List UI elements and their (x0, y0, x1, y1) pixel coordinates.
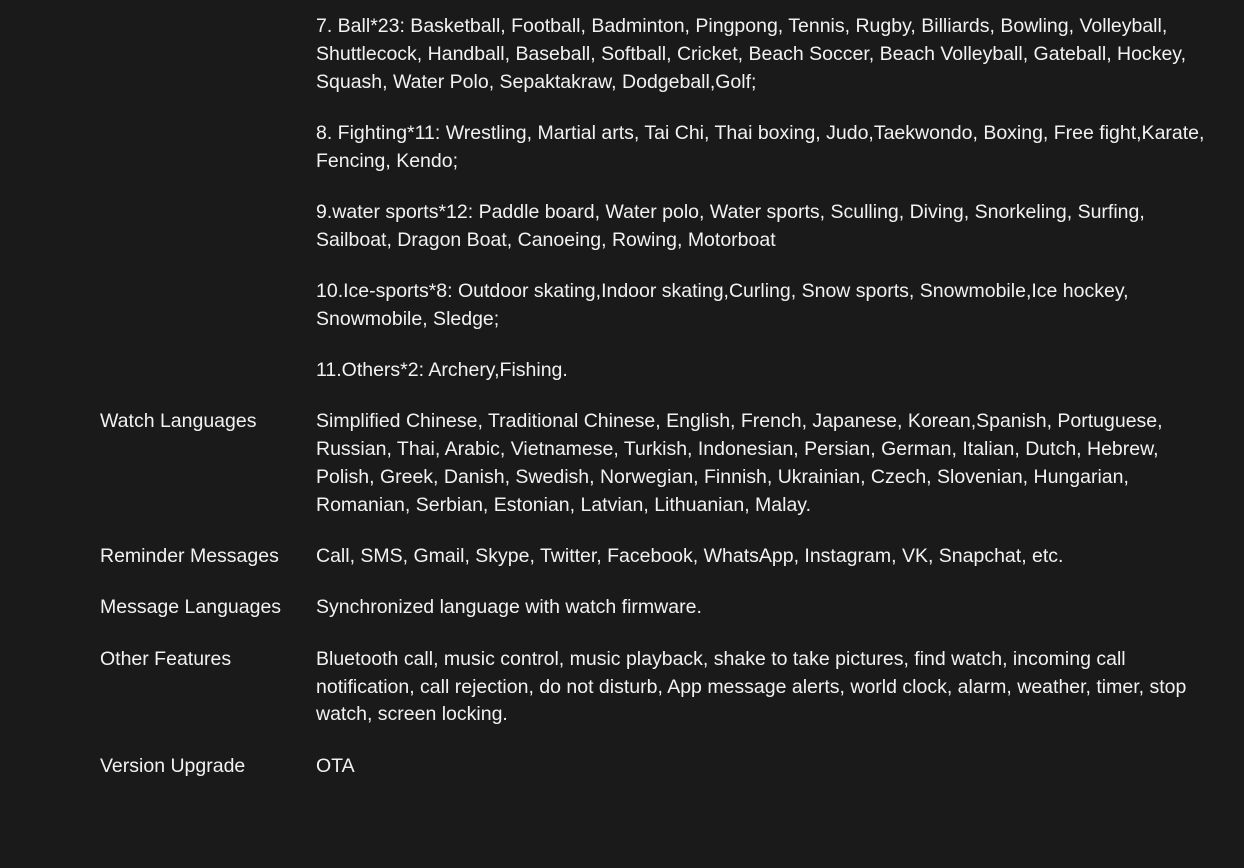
spec-value: Bluetooth call, music control, music playback, shake to take pictures, find watch, incoming call notification, call rejection, do not disturb, App message alerts, world clock, alarm, weather, timer, stop watch, screen locking. (316, 647, 1187, 726)
spec-value: Simplified Chinese, Traditional Chinese, English, French, Japanese, Korean,Spanish, Portuguese, Russian, Thai, Arabic, Vietnamese, Turkish, Indonesian, Persian, German, Italian, Dutch, Hebrew, Polish, Greek, Danish, Swedish, Norwegian, Finnish, Ukrainian, Czech, Slovenian, Hungarian, Romanian, Serbian, Estonian, Latvian, Lithuanian, Malay. (316, 410, 1163, 516)
sports-category-others: 11.Others*2: Archery,Fishing. (316, 359, 568, 382)
spec-row-other-features (0, 646, 1244, 729)
sports-category-water-sports: 9.water sports*12: Paddle board, Water polo, Water sports, Sculling, Diving, Snorkeling, Surfing, Sailboat, Dragon Boat, Canoeing, Rowing, Motorboat (316, 200, 1145, 251)
spec-value: Synchronized language with watch firmware. (316, 596, 702, 619)
sports-category-ball: 7. Ball*23: Basketball, Football, Badminton, Pingpong, Tennis, Rugby, Billiards, Bowling, Volleyball, Shuttlecock, Handball, Baseball, Softball, Cricket, Beach Soccer, Beach Volleyball, Gateball, Hockey, Squash, Water Polo, Sepaktakraw, Dodgeball,Golf; (316, 15, 1187, 93)
sports-category-ice-sports: 10.Ice-sports*8: Outdoor skating,Indoor skating,Curling, Snow sports, Snowmobile,Ice hockey, Snowmobile, Sledge; (316, 280, 1129, 330)
spec-row-version-upgrade (0, 753, 1244, 781)
spec-label: Other Features (100, 647, 232, 670)
spec-value: Call, SMS, Gmail, Skype, Twitter, Facebook, WhatsApp, Instagram, VK, Snapchat, etc. (316, 545, 1064, 568)
spec-label: Watch Languages (100, 410, 257, 433)
spec-row-message-languages (0, 594, 1244, 622)
spec-label: Message Languages (100, 596, 282, 619)
spec-label: Reminder Messages (100, 545, 279, 568)
spec-label: Version Upgrade (100, 754, 246, 777)
spec-row-reminder-messages (0, 543, 1244, 571)
spec-sheet (0, 13, 1244, 804)
sports-mode-list (316, 13, 1216, 385)
sports-category-fighting: 8. Fighting*11: Wrestling, Martial arts, Tai Chi, Thai boxing, Judo,Taekwondo, Boxing, Free fight,Karate, Fencing, Kendo; (316, 121, 1205, 172)
spec-row-watch-languages (0, 408, 1244, 519)
spec-value: OTA (316, 754, 355, 777)
